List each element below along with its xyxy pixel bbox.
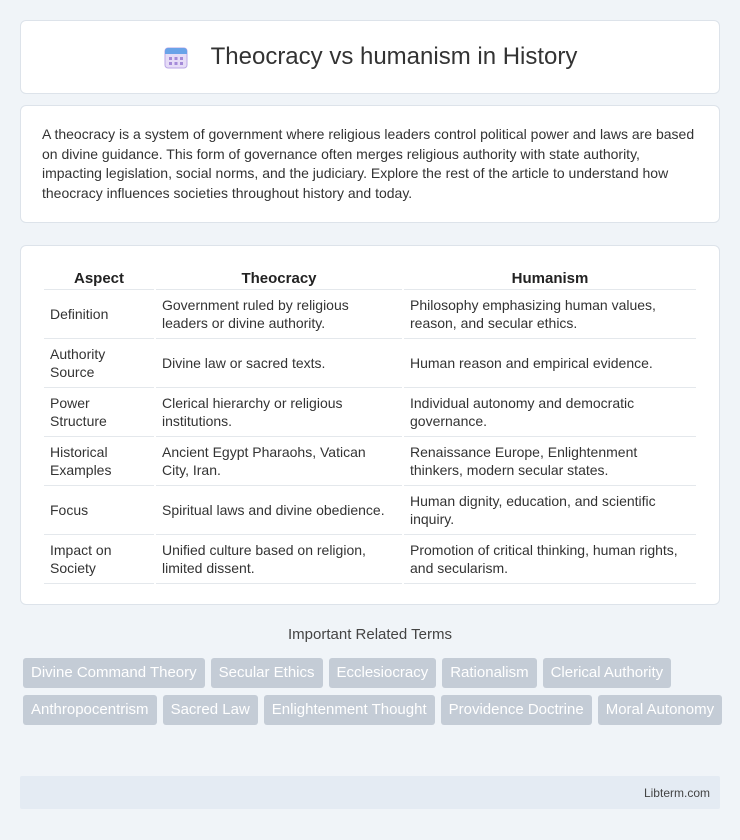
column-header-theocracy: Theocracy	[156, 268, 402, 290]
related-term-tag[interactable]: Rationalism	[442, 658, 536, 688]
table-row	[44, 437, 696, 486]
intro-card	[20, 105, 720, 223]
table-cell-theocracy: Divine law or sacred texts.	[156, 339, 402, 388]
table-cell-aspect: Historical Examples	[44, 437, 154, 486]
table-row	[44, 290, 696, 339]
table-cell-humanism: Human reason and empirical evidence.	[404, 339, 696, 388]
related-term-tag[interactable]: Anthropocentrism	[23, 695, 157, 725]
table-cell-humanism: Human dignity, education, and scientific inquiry.	[404, 486, 696, 535]
table-cell-humanism: Renaissance Europe, Enlightenment thinkers, modern secular states.	[404, 437, 696, 486]
related-term-tag[interactable]: Sacred Law	[163, 695, 258, 725]
calendar-icon	[163, 44, 189, 70]
table-cell-aspect: Definition	[44, 290, 154, 339]
table-header-row	[44, 268, 696, 290]
table-cell-aspect: Focus	[44, 486, 154, 535]
table-row	[44, 535, 696, 584]
table-row	[44, 486, 696, 535]
related-term-tag[interactable]: Divine Command Theory	[23, 658, 205, 688]
table-row	[44, 339, 696, 388]
related-term-tag[interactable]: Secular Ethics	[211, 658, 323, 688]
table-cell-theocracy: Unified culture based on religion, limited dissent.	[156, 535, 402, 584]
header-card	[20, 20, 720, 94]
table-cell-humanism: Philosophy emphasizing human values, reason, and secular ethics.	[404, 290, 696, 339]
table-row	[44, 388, 696, 437]
table-cell-theocracy: Clerical hierarchy or religious institutions.	[156, 388, 402, 437]
table-cell-theocracy: Government ruled by religious leaders or divine authority.	[156, 290, 402, 339]
table-cell-humanism: Individual autonomy and democratic governance.	[404, 388, 696, 437]
table-cell-humanism: Promotion of critical thinking, human rights, and secularism.	[404, 535, 696, 584]
comparison-table	[42, 268, 698, 584]
column-header-aspect: Aspect	[44, 268, 154, 290]
related-term-tag[interactable]: Enlightenment Thought	[264, 695, 435, 725]
table-cell-theocracy: Ancient Egypt Pharaohs, Vatican City, Iran.	[156, 437, 402, 486]
related-terms-list	[23, 658, 723, 725]
footer-brand-link[interactable]: Libterm.com	[643, 785, 710, 800]
page-title: Theocracy vs humanism in History	[210, 43, 578, 70]
related-term-tag[interactable]: Providence Doctrine	[441, 695, 592, 725]
footer	[20, 776, 720, 809]
intro-text: A theocracy is a system of government where religious leaders control political power and laws are based on divine guidance. This form of governance often merges religious authority with state authority, impacting legislation, social norms, and the judiciary. Explore the rest of the article to understand how theocracy influences societies throughout history and today.	[42, 126, 695, 201]
column-header-humanism: Humanism	[404, 268, 696, 290]
table-cell-theocracy: Spiritual laws and divine obedience.	[156, 486, 402, 535]
related-terms-title: Important Related Terms	[288, 626, 452, 643]
table-cell-aspect: Power Structure	[44, 388, 154, 437]
related-term-tag[interactable]: Moral Autonomy	[598, 695, 722, 725]
table-cell-aspect: Authority Source	[44, 339, 154, 388]
related-term-tag[interactable]: Ecclesiocracy	[329, 658, 437, 688]
comparison-table-card	[20, 245, 720, 605]
related-term-tag[interactable]: Clerical Authority	[543, 658, 672, 688]
table-cell-aspect: Impact on Society	[44, 535, 154, 584]
